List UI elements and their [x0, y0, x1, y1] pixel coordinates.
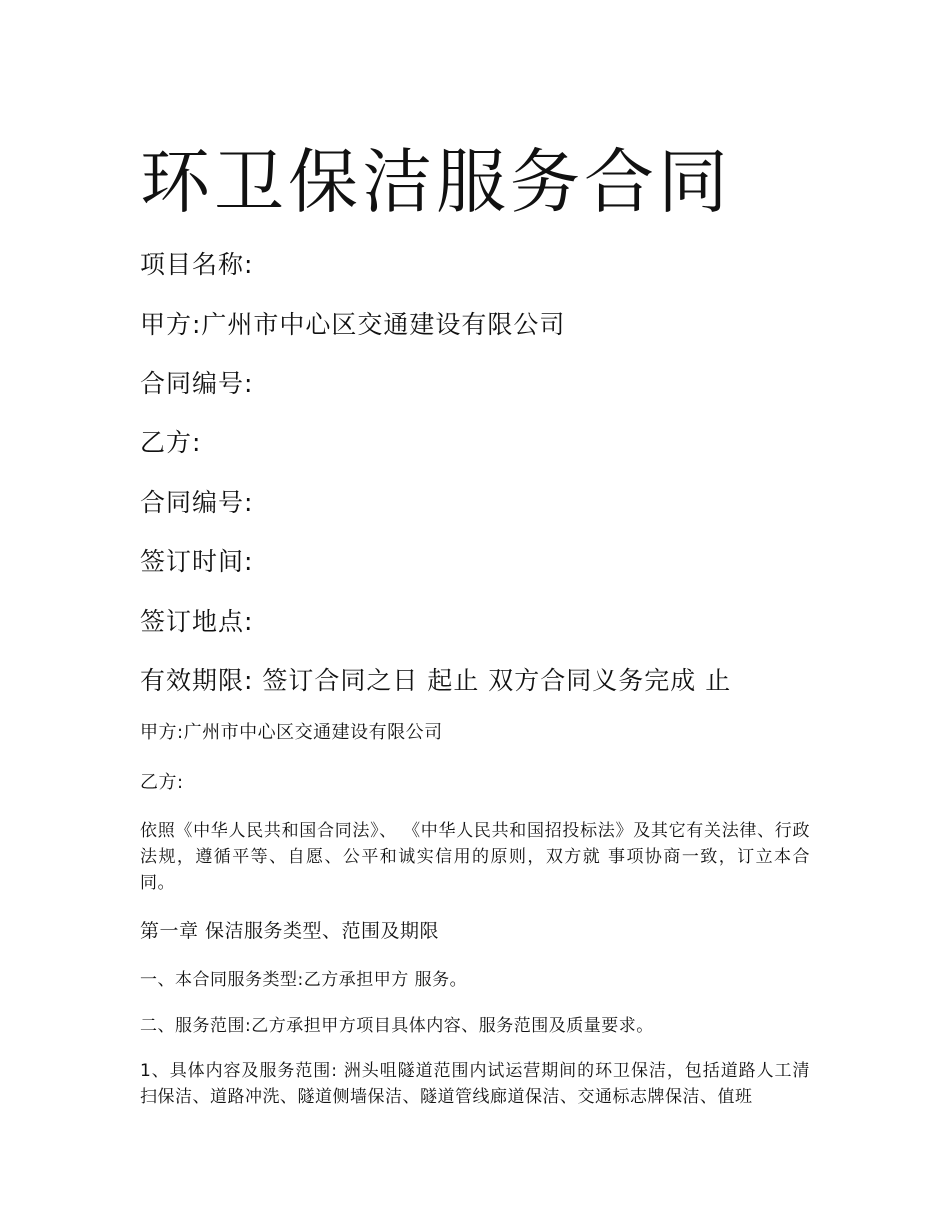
party-a-line: 甲方:广州市中心区交通建设有限公司: [140, 722, 443, 743]
intro-paragraph: 依照《中华人民共和国合同法》、 《中华人民共和国招投标法》及其它有关法律、行政法规，遵循平等、自愿、公平和诚实信用的原则，双方就 事项协商一致，订立本合同。: [140, 821, 810, 893]
contract-number-b-field: 合同编号:: [140, 488, 254, 517]
clause-2-1: 1、具体内容及服务范围: 洲头咀隧道范围内试运营期间的环卫保洁，包括道路人工清扫保洁、道路冲洗、隧道侧墙保洁、隧道管线廊道保洁、交通标志牌保洁、值班: [140, 1061, 810, 1107]
project-name-field: 项目名称:: [140, 250, 254, 279]
document-title: 环卫保洁服务合同: [140, 141, 732, 223]
contract-number-a-field: 合同编号:: [140, 369, 254, 398]
sign-time-field: 签订时间:: [140, 547, 254, 576]
clause-2: 二、服务范围:乙方承担甲方项目具体内容、服务范围及质量要求。: [140, 1016, 654, 1036]
chapter-heading: 第一章 保洁服务类型、范围及期限: [140, 920, 440, 942]
clause-1: 一、本合同服务类型:乙方承担甲方 服务。: [140, 970, 468, 990]
party-a-field: 甲方:广州市中心区交通建设有限公司: [140, 310, 566, 339]
party-b-field: 乙方:: [140, 428, 202, 457]
validity-field: 有效期限: 签订合同之日 起止 双方合同义务完成 止: [140, 666, 732, 695]
sign-place-field: 签订地点:: [140, 607, 254, 636]
party-b-line: 乙方:: [140, 772, 184, 793]
